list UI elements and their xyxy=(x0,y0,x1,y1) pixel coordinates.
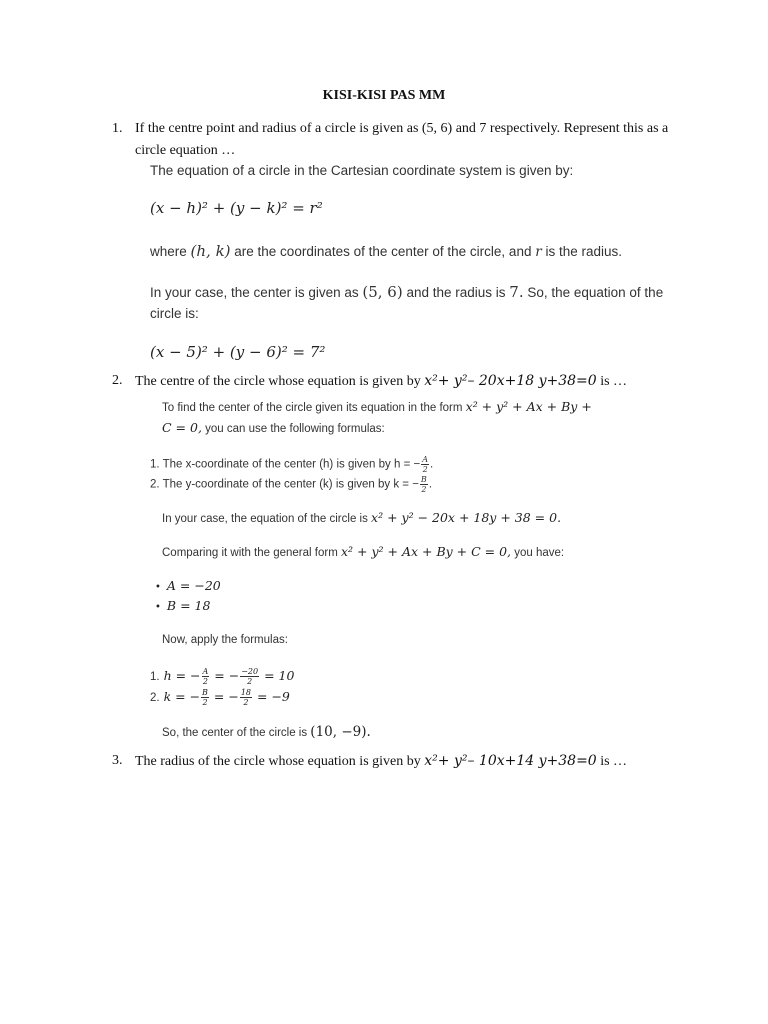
question-3-suffix: is … xyxy=(600,754,628,769)
step-2-b: = − xyxy=(209,689,239,704)
where-text-a: where xyxy=(150,244,191,259)
intro-equation-cont: C = 0, xyxy=(162,420,202,435)
case-equation: x² + y² − 20x + 18y + 38 = 0. xyxy=(371,510,562,525)
case-text: In your case, the equation of the circle is xyxy=(162,513,372,525)
formula-item-2: 2. The y-coordinate of the center (k) is given by k = − $\frac{B}{2}$ . xyxy=(150,475,433,494)
formula-2-number: 2. xyxy=(150,478,160,491)
step-1-c: = 10 xyxy=(260,668,295,683)
fraction-numerator: B xyxy=(420,475,427,484)
document-title: KISI-KISI PAS MM xyxy=(322,88,446,103)
intro-equation: x² + y² + Ax + By + xyxy=(465,399,592,414)
answer-1-case-line xyxy=(150,283,663,301)
question-1-number: 1. xyxy=(112,121,123,136)
fraction-denominator: 2 xyxy=(202,677,208,686)
step-2-c: = −9 xyxy=(253,689,290,704)
question-2-text: The centre of the circle whose equation is given by xyxy=(135,374,421,389)
fraction-denominator: 2 xyxy=(421,485,427,494)
fraction-numerator: B xyxy=(202,688,208,697)
case-text-a: In your case, the center is given as xyxy=(150,285,363,300)
fraction-numerator: A xyxy=(422,455,428,464)
where-hk: (h, k) xyxy=(190,242,231,260)
answer-2-intro-line-1 xyxy=(162,399,592,414)
step-1-a: h = − xyxy=(163,668,201,683)
case-radius: 7. xyxy=(509,283,524,301)
answer-2-apply-line: Now, apply the formulas: xyxy=(162,634,288,646)
conclusion-center: (10, −9). xyxy=(310,724,371,740)
where-text-c: is the radius. xyxy=(541,244,622,259)
question-2-suffix: is … xyxy=(600,374,628,389)
answer-2-case-line xyxy=(162,510,561,525)
question-3-number: 3. xyxy=(112,753,123,768)
formula-1-number: 1. xyxy=(150,458,160,471)
formula-2-fraction xyxy=(420,475,428,494)
answer-2-conclusion xyxy=(162,724,371,740)
answer-1-case-line-2: circle is: xyxy=(150,306,199,321)
compare-equation: x² + y² + Ax + By + C = 0, xyxy=(340,544,512,559)
step-2-fraction-1 xyxy=(201,688,209,707)
answer-1-intro: The equation of a circle in the Cartesian coordinate system is given by: xyxy=(150,163,574,178)
where-r: r xyxy=(535,244,542,260)
bullet-dot: • xyxy=(155,602,161,613)
fraction-denominator: 2 xyxy=(202,698,208,707)
formula-item-1: 1. The x-coordinate of the center (h) is given by h = − $\frac{A}{2}$ . xyxy=(150,455,434,474)
case-text-c: So, the equation of the xyxy=(523,285,664,300)
step-1-number: 1. xyxy=(150,671,160,683)
question-3-line xyxy=(135,753,627,770)
formula-2-text: The y-coordinate of the center (k) is given by k = − xyxy=(162,478,419,491)
solution-step-2 xyxy=(150,688,290,707)
answer-1-result-equation: (x − 5)² + (y − 6)² = 7² xyxy=(150,343,326,361)
answer-2-compare-line xyxy=(162,544,564,559)
intro-text-a: To find the center of the circle given its equation in the form xyxy=(162,402,466,414)
where-text-b: are the coordinates of the center of the circle, and xyxy=(230,244,536,259)
bullet-1-text: A = −20 xyxy=(166,578,221,593)
conclusion-text: So, the center of the circle is xyxy=(162,727,311,739)
answer-1-general-equation: (x − h)² + (y − k)² = r² xyxy=(150,199,323,217)
fraction-numerator: 18 xyxy=(240,688,252,697)
intro-text-b: you can use the following formulas: xyxy=(201,423,385,435)
step-1-fraction-2 xyxy=(240,667,259,686)
case-text-b: and the radius is xyxy=(402,285,510,300)
bullet-item-2 xyxy=(155,598,210,613)
fraction-numerator: −20 xyxy=(241,667,259,676)
fraction-numerator: A xyxy=(202,667,209,676)
bullet-2-text: B = 18 xyxy=(166,598,211,613)
fraction-denominator: 2 xyxy=(243,698,249,707)
step-2-number: 2. xyxy=(150,692,160,704)
step-1-b: = − xyxy=(210,668,240,683)
compare-text-b: you have: xyxy=(511,547,565,559)
question-2-number: 2. xyxy=(112,373,123,388)
bullet-dot: • xyxy=(155,582,161,593)
question-3-text: The radius of the circle whose equation is given by xyxy=(135,754,421,769)
step-2-fraction-2 xyxy=(240,688,252,707)
question-2-equation: x²+ y²– 20x+18 y+38=0 xyxy=(424,373,597,389)
answer-2-intro-line-2 xyxy=(162,420,385,435)
question-2-line xyxy=(135,373,627,390)
question-1-line-1: If the centre point and radius of a circle is given as (5, 6) and 7 respectively. Represent this as a xyxy=(135,121,669,136)
fraction-denominator: 2 xyxy=(247,677,253,686)
question-1-line-2: circle equation … xyxy=(135,143,236,158)
question-3-equation: x²+ y²– 10x+14 y+38=0 xyxy=(424,753,597,769)
step-2-a: k = − xyxy=(163,689,201,704)
formula-1-fraction xyxy=(421,455,429,474)
step-1-fraction-1 xyxy=(202,667,210,686)
case-center: (5, 6) xyxy=(362,283,403,301)
answer-1-where-line xyxy=(150,242,622,260)
formula-1-text: The x-coordinate of the center (h) is given by h = − xyxy=(162,458,421,471)
bullet-item-1 xyxy=(155,578,221,593)
solution-step-1 xyxy=(150,667,294,686)
compare-text-a: Comparing it with the general form xyxy=(162,547,341,559)
fraction-denominator: 2 xyxy=(422,465,428,474)
